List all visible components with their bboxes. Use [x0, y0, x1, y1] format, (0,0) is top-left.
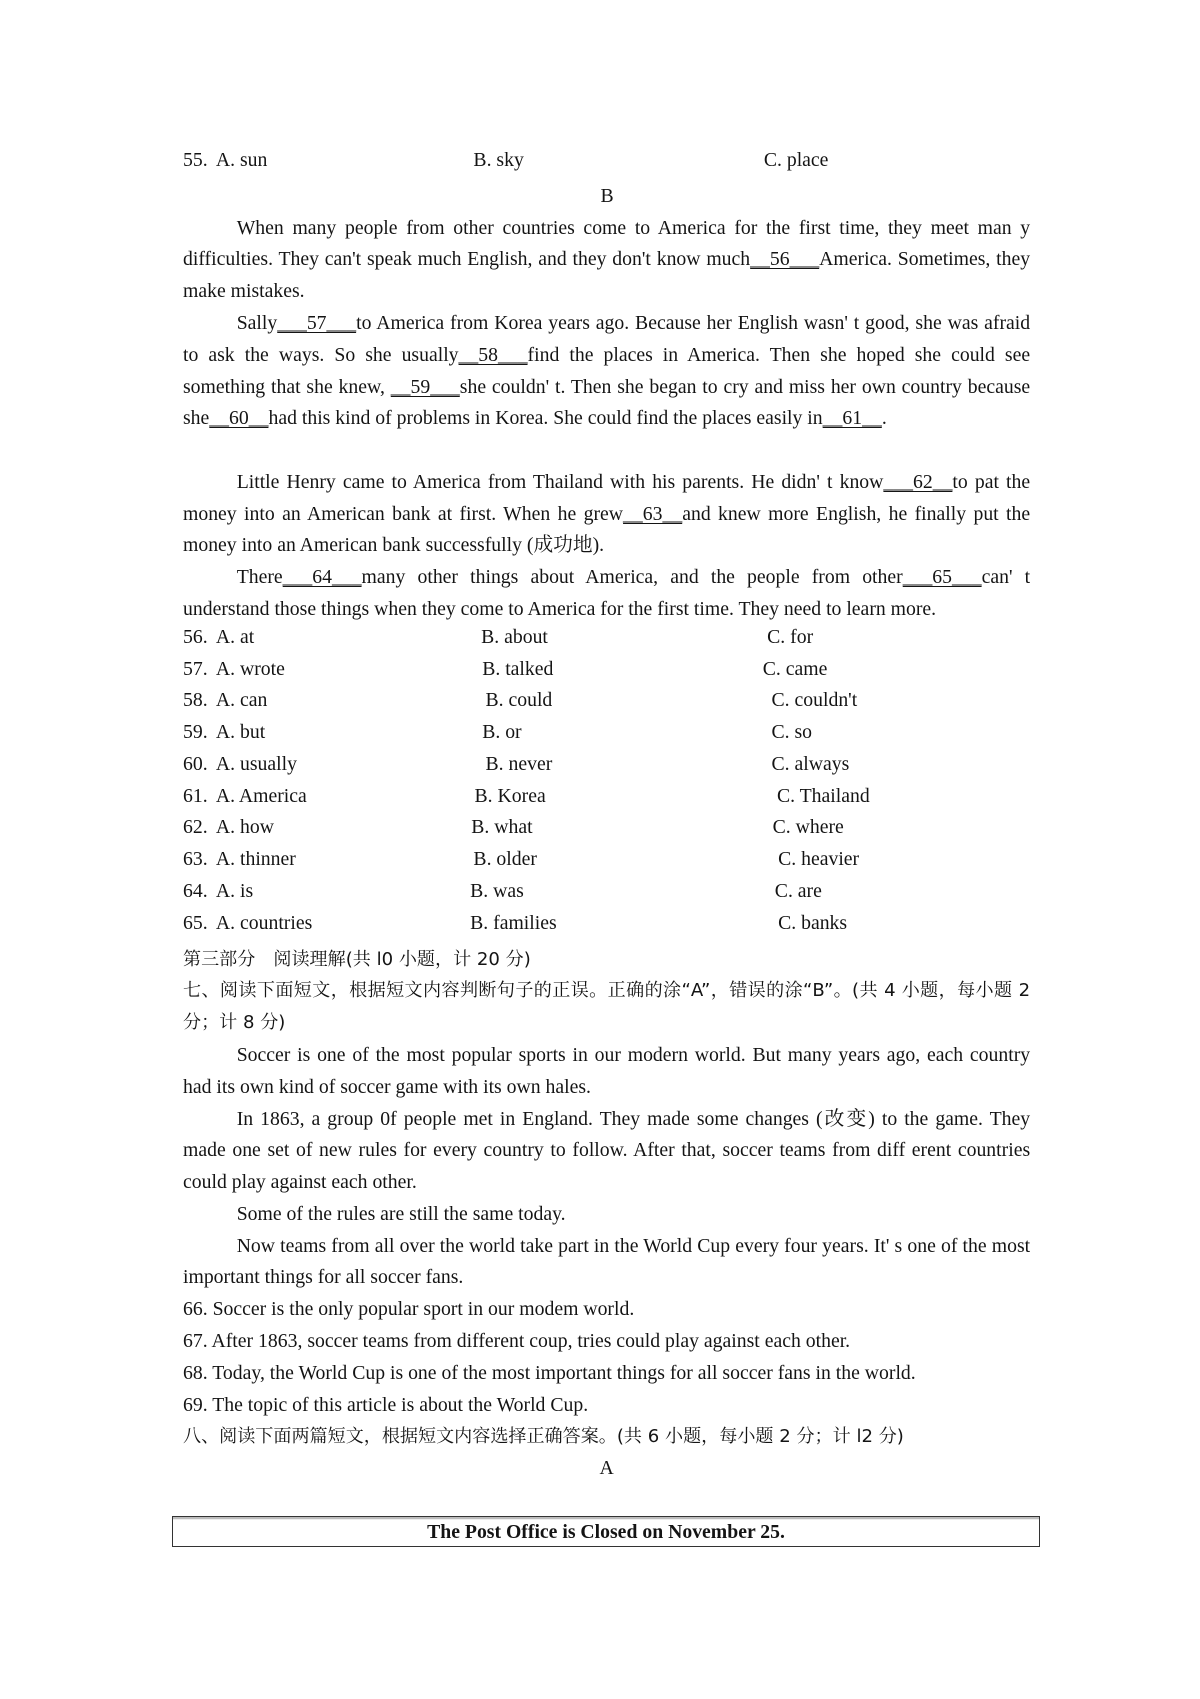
- option-b: B. about: [481, 625, 548, 648]
- option-c: C. always: [771, 752, 850, 775]
- passage-text: she couldn' t. Then she began to cry and miss her own country because she: [183, 375, 1031, 430]
- notice-title-box: The Post Office is Closed on November 25.: [172, 1516, 1040, 1548]
- question-number: 56.: [183, 625, 208, 648]
- blank-59: __59___: [390, 375, 460, 398]
- passage-b-paragraph-1: [183, 213, 1030, 308]
- option-a: A. sun: [215, 149, 268, 172]
- passage-text: and knew more English, he finally put the money into an American bank successfully (成功地).: [183, 502, 1031, 557]
- passage-b-paragraph-3: [183, 467, 1030, 562]
- option-a: A. thinner: [215, 848, 296, 871]
- passage-text: Little Henry came to America from Thailand with his parents. He didn' t know: [236, 470, 884, 493]
- section7-paragraph-2: In 1863, a group 0f people met in England. They made some changes (改变) to the game. They made one set of new rules for every country to follow. After that, soccer teams from diff erent countries could play against each other.: [183, 1107, 1031, 1194]
- option-b: B. talked: [482, 657, 554, 680]
- blank-58: __58___: [458, 343, 528, 366]
- passage-text: When many people from other countries come to America for the first time, they meet man y difficulties. They can't speak much English, and they don't know much: [183, 216, 1031, 271]
- option-a: A. countries: [215, 911, 313, 934]
- passage-b-paragraph-4: [183, 562, 1030, 626]
- blank-60: __60__: [209, 407, 269, 430]
- passage-text: can' t understand those things when they come to America for the first time. They need to learn more.: [183, 566, 1031, 620]
- passage-text: to pat the money into an American bank at first. When he grew: [183, 470, 1031, 525]
- passage-text: Sally: [236, 311, 278, 334]
- passage-text: find the places in America. Then she hoped she could see something that she knew,: [183, 343, 1031, 398]
- blank-65: ___65___: [902, 566, 982, 589]
- option-b: B. or: [482, 721, 522, 744]
- question-number: 57.: [183, 657, 208, 680]
- question-number: 58.: [183, 689, 208, 712]
- option-b: B. was: [470, 880, 524, 902]
- option-c: C. where: [772, 816, 844, 839]
- section7-paragraph-4: Now teams from all over the world take part in the World Cup every four years. It' s one of the most important things for all soccer fans.: [183, 1234, 1031, 1289]
- question-61-options: [0, 785, 1200, 817]
- option-b: B. families: [470, 911, 557, 934]
- question-63-options: [0, 848, 1200, 880]
- option-b: B. what: [471, 816, 533, 839]
- option-c: C. came: [762, 657, 828, 680]
- option-a: A. can: [215, 689, 268, 712]
- blank-62: ___62__: [883, 470, 953, 493]
- option-b: B. sky: [473, 149, 524, 172]
- question-58-options: [0, 689, 1200, 721]
- option-c: C. Thailand: [776, 784, 870, 807]
- question-55-options: [0, 149, 1200, 181]
- section-b-label: B: [600, 184, 614, 207]
- question-number: 65.: [183, 911, 208, 934]
- passage-text: to America from Korea years ago. Because her English wasn' t good, she was afraid to ask the ways. So she usually: [183, 311, 1031, 366]
- passage-text: many other things about America, and the people from other: [361, 566, 903, 589]
- question-57-options: [0, 658, 1200, 690]
- option-c: C. are: [774, 880, 822, 902]
- section8-instruction: 八、阅读下面两篇短文，根据短文内容选择正确答案。(共 6 小题，每小题 2 分；计 l2 分): [183, 1426, 904, 1448]
- option-b: B. never: [485, 752, 553, 775]
- option-c: C. heavier: [778, 848, 860, 871]
- passage-text: There: [236, 566, 283, 589]
- section8-label: A: [599, 1457, 614, 1480]
- statement-68: 68. Today, the World Cup is one of the most important things for all soccer fans in the world.: [183, 1361, 916, 1384]
- blank-61: __61__: [822, 407, 882, 430]
- question-60-options: [0, 753, 1200, 785]
- option-b: B. older: [473, 848, 537, 871]
- question-59-options: [0, 721, 1200, 753]
- question-65-options: [0, 912, 1200, 944]
- option-a: A. how: [215, 816, 274, 839]
- option-a: A. wrote: [215, 657, 285, 680]
- blank-57: ___57___: [277, 311, 357, 334]
- option-c: C. place: [763, 149, 829, 172]
- passage-text: America. Sometimes,: [819, 248, 997, 271]
- question-64-options: [0, 880, 1200, 912]
- option-a: A. usually: [215, 752, 297, 775]
- option-c: C. banks: [778, 911, 848, 934]
- question-number: 64.: [183, 880, 208, 902]
- question-62-options: [0, 816, 1200, 848]
- option-a: A. but: [215, 721, 266, 744]
- option-c: C. couldn't: [771, 689, 858, 712]
- option-c: C. so: [771, 721, 813, 744]
- part3-heading: 第三部分 阅读理解(共 l0 小题，计 20 分): [183, 948, 531, 970]
- blank-64: ___64___: [282, 566, 362, 589]
- option-b: B. Korea: [474, 784, 546, 807]
- question-number: 60.: [183, 752, 208, 775]
- question-number: 62.: [183, 816, 208, 839]
- question-number: 63.: [183, 848, 208, 871]
- passage-text: had this kind of problems in Korea. She could find the places easily in: [268, 407, 823, 430]
- option-a: A. America: [215, 784, 307, 807]
- question-number: 55.: [183, 149, 208, 172]
- statement-66: 66. Soccer is the only popular sport in our modem world.: [183, 1298, 635, 1321]
- section7-paragraph-1: Soccer is one of the most popular sports in our modern world. But many years ago, each country had its own kind of soccer game with its own hales.: [183, 1044, 1031, 1098]
- option-b: B. could: [485, 689, 553, 712]
- question-56-options: [0, 626, 1200, 658]
- option-c: C. for: [767, 625, 814, 648]
- section7-paragraph-3: Some of the rules are still the same today.: [236, 1202, 566, 1225]
- blank-63: __63__: [623, 502, 683, 525]
- option-a: A. is: [215, 880, 254, 902]
- passage-b-paragraph-2: [183, 308, 1030, 435]
- option-a: A. at: [215, 625, 255, 648]
- question-number: 59.: [183, 721, 208, 744]
- statement-69: 69. The topic of this article is about the World Cup.: [183, 1393, 589, 1416]
- passage-text: .: [881, 407, 887, 430]
- section7-instruction: 七、阅读下面短文，根据短文内容判断句子的正误。正确的涂“A”，错误的涂“B”。(共 4 小题，每小题 2 分；计 8 分): [183, 980, 1031, 1034]
- passage-text: they make mistakes.: [183, 248, 1031, 303]
- blank-56: __56___: [750, 248, 820, 271]
- statement-67: 67. After 1863, soccer teams from different coup, tries could play against each other.: [183, 1330, 851, 1353]
- question-number: 61.: [183, 784, 208, 807]
